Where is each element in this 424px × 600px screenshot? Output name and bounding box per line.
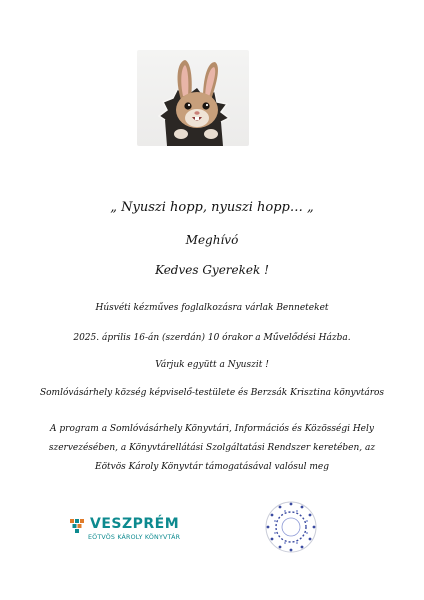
body-line-welcome: Várjuk együtt a Nyuszit ! <box>155 360 269 370</box>
kszr-seal-logo <box>262 498 320 556</box>
greeting: Kedves Gyerekek ! <box>155 263 269 277</box>
library-logo-name: VESZPRÉM <box>90 516 180 532</box>
body-line-program-2: szervezésében, a Könyvtárellátási Szolgáltatási Rendszer keretében, az <box>48 443 376 453</box>
body-line-event: Húsvéti kézműves foglalkozásra várlak Benneteket <box>95 303 329 313</box>
library-logo-subtitle: EÖTVÖS KÁROLY KÖNYVTÁR <box>88 534 181 541</box>
body-line-program: A program a Somlóvásárhely Könyvtári, Információs és Közösségi Hely <box>50 424 374 434</box>
body-line-date: 2025. április 16-án (szerdán) 10 órakor a Művelődési Házba. <box>73 333 351 343</box>
invitation-label: Meghívó <box>185 233 239 247</box>
invitation-title: „ Nyuszi hopp, nyuszi hopp… „ <box>110 200 314 215</box>
library-mark-icon <box>70 519 88 533</box>
hero-bunny-image <box>137 50 249 146</box>
bunny-icon <box>137 50 249 146</box>
veszprem-library-logo <box>70 516 190 544</box>
body-line-organizers: Somlóvásárhely község képviselő-testülete és Berzsák Krisztina könyvtáros <box>39 388 385 398</box>
circular-seal-icon <box>262 498 320 556</box>
body-line-program-3: Eötvös Károly Könyvtár támogatásával valósul meg <box>95 462 329 472</box>
